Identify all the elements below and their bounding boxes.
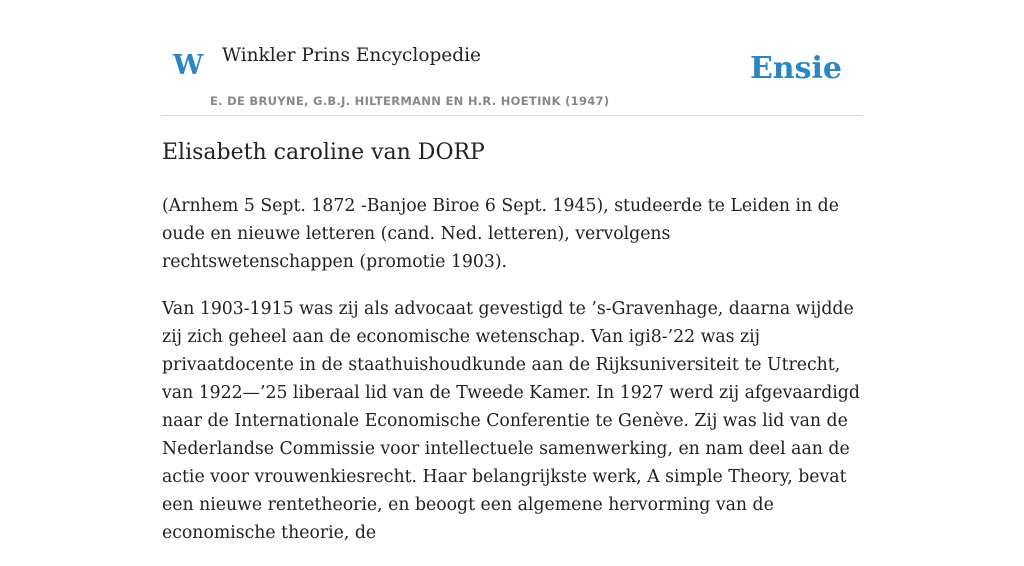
brand-logo[interactable]: Ensie xyxy=(749,51,842,86)
authors-credit: E. DE BRUYNE, G.B.J. HILTERMANN EN H.R. HOETINK (1947) xyxy=(210,94,610,108)
page xyxy=(162,0,862,543)
article-paragraph: (Arnhem 5 Sept. 1872 -Banjoe Biroe 6 Sept. 1945), studeerde te Leiden in de oude en nieuwe letteren (cand. Ned. letteren), vervolgens rechtswetenschappen (promotie 1903). xyxy=(162,196,839,272)
site-logo[interactable]: W xyxy=(173,50,204,81)
article-title: Elisabeth caroline van DORP xyxy=(162,140,485,165)
article-body xyxy=(162,192,862,566)
site-title[interactable]: Winkler Prins Encyclopedie xyxy=(222,45,481,66)
site-header xyxy=(162,0,862,116)
article-paragraph: Van 1903-1915 was zij als advocaat gevestigd te ’s-Gravenhage, daarna wijdde zij zich geheel aan de economische wetenschap. Van igi8-’22 was zij privaatdocente in de staathuishoudkunde aan de Rijksuniversiteit te Utrecht, van 1922—’25 liberaal lid van de Tweede Kamer. In 1927 werd zij afgevaardigd naar de Internationale Economische Conferentie te Genève. Zij was lid van de Nederlandse Commissie voor intellectuele samenwerking, en nam deel aan de actie voor vrouwenkiesrecht. Haar belangrijkste werk, A simple Theory, bevat een nieuwe rentetheorie, en beoogt een algemene hervorming van de economische theorie, de xyxy=(162,299,860,543)
